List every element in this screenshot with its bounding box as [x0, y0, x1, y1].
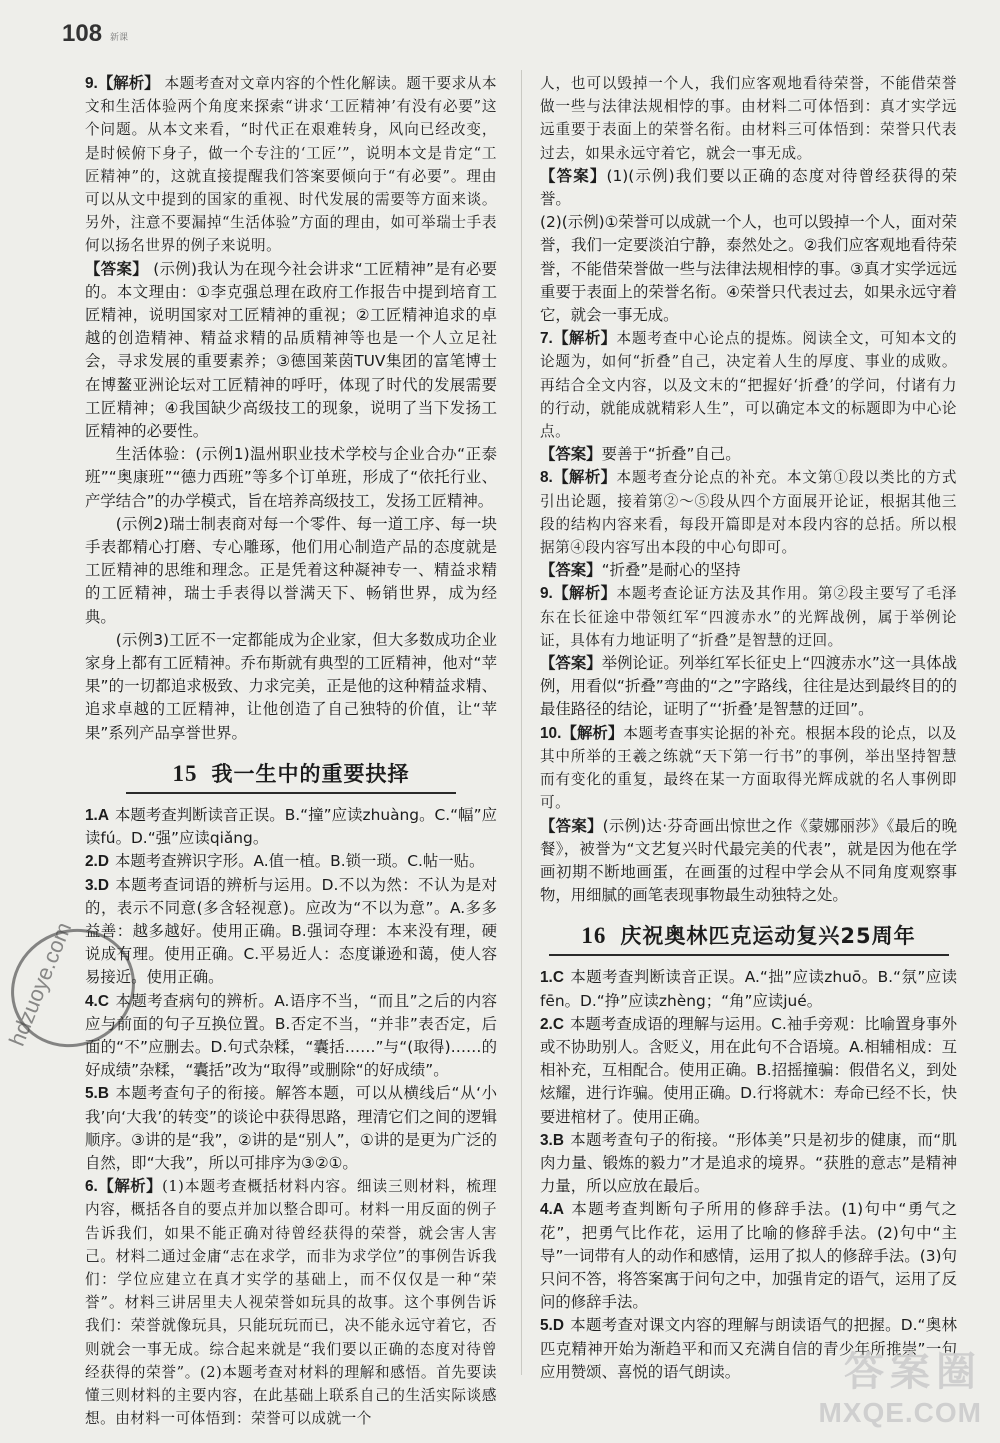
answer-choice: 1.A	[85, 806, 109, 824]
section-number: 15	[172, 760, 198, 786]
s16-answer-1	[540, 966, 957, 1012]
question-number: 7.	[540, 330, 553, 348]
question-number: 9.	[540, 585, 553, 603]
analysis-text: 本题考查中心论点的提炼。阅读全文，可知本文的论题为，如何“折叠”自己，决定着人生的厚度、事业的成败。再结合全文内容，以及文末的“把握好‘折叠’的学问，付诸有力的行动，就能成就精彩人生”，可以确定本文的标题即为中心论点。	[540, 330, 957, 441]
watermark	[818, 1340, 982, 1429]
s15-analysis-7	[540, 327, 957, 443]
analysis-text: (1)本题考查概括材料内容。细读三则材料，梳理内容，概括各自的要点并加以整合即可。材料一用反面的例子告诉我们，如果不能正确对待曾经获得的荣誉，就会害人害己。材料二通过金庸“志在求学，而非为求学位”的事例告诉我们：学位应建立在真才实学的基础上，而不仅仅是一种“荣誉”。材料三讲居里夫人视荣誉如玩具的故事。这个事例告诉我们：荣誉就像玩具，只能玩玩而已，决不能永远守着它，否则就会一事无成。综合起来就是“我们要以正确的态度对待曾经获得的荣誉”。(2)本题考查对材料的理解和感悟。首先要读懂三则材料的主要内容，在此基础上联系自己的生活实际谈感想。由材料一可体悟到：荣誉可以成就一个	[85, 1178, 497, 1428]
s15-answer-9	[540, 652, 957, 722]
section-16-title	[540, 921, 957, 956]
question-number: 10.	[540, 724, 562, 742]
q9-analysis	[85, 72, 497, 258]
page-number: 108	[62, 20, 103, 47]
answer-explanation: 本题考查判断句子所用的修辞手法。(1)句中“勇气之花”，把勇气比作花，运用了比喻的修辞手法。(2)句中“主导”一词带有人的动作和感情，运用了拟人的修辞手法。(3)句只问不答，将答案寓于问句之中，加强肯定的语气，运用了反问的修辞手法。	[540, 1200, 957, 1312]
answer-text: (1)(示例)我们要以正确的态度对待曾经获得的荣誉。	[540, 166, 957, 209]
answer-tag: 【答案】	[540, 166, 607, 185]
section-number: 16	[581, 923, 607, 949]
s15-answer-4	[85, 990, 497, 1083]
watermark-url: MXQE.COM	[818, 1397, 982, 1428]
s15-analysis-9	[540, 582, 957, 652]
analysis-tag: 【解析】	[552, 584, 617, 603]
s15-answer-5	[85, 1082, 497, 1175]
s15-answer-6-part2: (2)(示例)①荣誉可以成就一个人，也可以毁掉一个人，面对荣誉，我们一定要淡泊宁静，泰然处之。②我们应客观地看待荣誉，不能借荣誉做一些与法律法规相悖的事。③真才实学远远重要于表面上的荣誉名衔。④荣誉只代表过去，如果永远守着它，就会一事无成。	[540, 213, 957, 325]
analysis-text: 本题考查事实论据的补充。根据本段的论点，以及其中所举的王羲之练就“天下第一行书”的事例，举出坚持智慧而有变化的重复，最终在某一方面取得光辉成就的名人事例即可。	[540, 724, 957, 812]
s16-answer-3	[540, 1129, 957, 1199]
answer-explanation: 本题考查判断读音正误。B.“撞”应读zhuàng。C.“幅”应读fú。D.“强”应读qiǎng。	[85, 805, 497, 848]
question-number: 9.	[85, 75, 98, 92]
answer-choice: 3.B	[540, 1131, 564, 1149]
stamp-url-text: hdzuoye.com	[4, 918, 77, 1050]
answer-choice: 3.D	[85, 876, 109, 894]
answer-choice: 5.D	[540, 1317, 564, 1335]
answer-text: 要善于“折叠”自己。	[601, 445, 741, 464]
answer-text: (示例)达·芬奇画出惊世之作《蒙娜丽莎》《最后的晚餐》，被誉为“文艺复兴时代最完美的代表”，就是因为他在学画初期不断地画蛋，在画蛋的过程中学会从不同角度观察事物，用细腻的画笔表现事物最生动独特之处。	[540, 816, 957, 905]
s15-analysis-6-continued: 人，也可以毁掉一个人，我们应客观地看待荣誉，不能借荣誉做一些与法律法规相悖的事。由材料二可体悟到：真才实学远远重要于表面上的荣誉名衔。由材料三可体悟到：荣誉只代表过去，如果永远守着它，就会一事无成。	[540, 75, 957, 162]
s15-answer-7	[540, 443, 957, 466]
s15-analysis-8	[540, 466, 957, 559]
analysis-text: 本题考查对文章内容的个性化解读。题干要求从本文和生活体验两个角度来探索“讲求‘工匠精神’有没有必要”这个问题。从本文来看，“时代正在艰难转身，风向已经改变，是时候俯下身子，做一个专注的‘工匠’”，说明本文是肯定“工匠精神”的，这就直接提醒我们答案要倾向于“有必要”。理由可以从文中提到的国家的重视、时代发展的需要等方面来谈。另外，注意不要漏掉“生活体验”方面的理由，如可举瑞士手表何以扬名世界的例子来说明。	[85, 75, 497, 255]
s15-answer-2	[85, 850, 497, 873]
watermark-logo-text: 答案圈	[844, 1350, 982, 1394]
question-number: 6.	[85, 1178, 98, 1196]
left-column	[85, 72, 497, 1430]
answer-explanation: 本题考查对课文内容的理解与朗读语气的把握。D.“奥林匹克精神开始为渐趋平和而又充满自信的青少年所推崇”一句应用赞颂、喜悦的语气朗读。	[540, 1316, 957, 1381]
analysis-tag: 【解析】	[552, 468, 617, 487]
s15-answer-3	[85, 874, 497, 990]
right-column	[540, 72, 957, 1384]
answer-choice: 1.C	[540, 969, 564, 987]
analysis-tag: 【解析】	[552, 329, 617, 348]
answer-tag: 【答案】	[540, 445, 602, 464]
title-underline	[549, 954, 949, 956]
column-divider	[521, 70, 522, 1375]
analysis-text: 本题考查论证方法及其作用。第②段主要写了毛泽东在长征途中带领红军“四渡赤水”的光辉战例，属于举例论证，具体有力地证明了“折叠”是智慧的迂回。	[540, 585, 957, 649]
answer-tag: 【答案】	[540, 816, 603, 835]
title-underline	[126, 792, 456, 794]
answer-tag: 【答案】	[540, 654, 602, 673]
answer-explanation: 本题考查句子的衔接。解答本题，可以从横线后“从‘小我’向‘大我’的转变”的谈论中获得思路，理清它们之间的逻辑顺序。③讲的是“我”，②讲的是“别人”，①讲的是更为广泛的自然，即“大我”，所以可排序为③②①。	[85, 1084, 497, 1172]
answer-explanation: 本题考查病句的辨析。A.语序不当，“而且”之后的内容应与前面的句子互换位置。B.否定不当，“并非”表否定，后面的“不”应删去。D.句式杂糅，“囊括……”与“(取得)……的好成绩”杂糅，“囊括”改为“取得”或删除“的好成绩”。	[85, 991, 497, 1080]
answer-choice: 4.C	[85, 992, 109, 1010]
analysis-text: 本题考查分论点的补充。本文第①段以类比的方式引出论题，接着第②～⑤段从四个方面展开论证，根据其他三段的结构内容来看，每段开篇即是对本段内容的总括。所以根据第④段内容写出本段的中心句即可。	[540, 469, 957, 557]
answer-choice: 5.B	[85, 1085, 109, 1103]
analysis-tag: 【解析】	[97, 1177, 163, 1196]
s15-answer-8	[540, 559, 957, 582]
answer-choice: 2.D	[85, 853, 109, 871]
s15-answer-10	[540, 815, 957, 908]
s15-answer-1	[85, 804, 497, 850]
section-title-text: 庆祝奥林匹克运动复兴25周年	[620, 924, 916, 949]
answer-explanation: 本题考查判断读音正误。A.“拙”应读zhuō。B.“氛”应读fēn。D.“挣”应读zhèng；“角”应读jué。	[540, 968, 957, 1010]
s15-answer-6	[85, 1175, 497, 1430]
answer-text: (示例)我认为在现今社会讲求“工匠精神”是有必要的。本文理由：①李克强总理在政府工作报告中提到培育工匠精神，说明国家对工匠精神的重视；②工匠精神追求的卓越的创造精神、精益求精的品质精神等也是一个人立足社会，寻求发展的重要素养；③德国莱茵TUV集团的富笔博士在博鳌亚洲论坛对工匠精神的呼吁，体现了时代的发展需要工匠精神；④我国缺少高级技工的现象，说明了当下发扬工匠精神的必要性。	[85, 259, 497, 441]
page-mark: 新课	[110, 33, 129, 43]
answer-explanation: 本题考查句子的衔接。“形体美”只是初步的健康，而“肌肉力量、锻炼的毅力”才是追求的境界。“获胜的意志”是精神力量，所以应放在最后。	[540, 1130, 957, 1196]
answer-choice: 2.C	[540, 1015, 564, 1033]
s16-answer-4	[540, 1198, 957, 1314]
answer-explanation: 本题考查成语的理解与运用。C.袖手旁观：比喻置身事外或不协助别人。含贬义，用在此句不合语境。A.相辅相成：互相补充，互相配合。使用正确。B.招摇撞骗：假借名义，到处炫耀，进行诈骗。使用正确。D.行将就木：寿命已经不长，快要进棺材了。使用正确。	[540, 1014, 957, 1126]
section-title-text: 我一生中的重要抉择	[211, 761, 410, 786]
life-example-3: (示例3)工匠不一定都能成为企业家，但大多数成功企业家身上都有工匠精神。乔布斯就有典型的工匠精神，他对“苹果”的一切都追求极致、力求完美，正是他的这种精益求精、追求卓越的工匠精神，让他创造了自己独特的价值，让“苹果”系列产品享誉世界。	[85, 630, 497, 742]
s16-answer-2	[540, 1013, 957, 1129]
answer-explanation: 本题考查辨识字形。A.值一植。B.锁一琐。C.帖一贴。	[114, 852, 485, 871]
section-15-title	[85, 759, 497, 794]
answer-text: 举例论证。列举红军长征史上“四渡赤水”这一具体战例，用看似“折叠”弯曲的“之”字路线，往往是达到最终目的的最佳路径的结论，证明了“‘折叠’是智慧的迂回”。	[540, 654, 957, 719]
answer-text: “折叠”是耐心的坚持	[601, 561, 741, 580]
s15-analysis-10	[540, 722, 957, 815]
life-example-1: 生活体验：(示例1)温州职业技术学校与企业合办“正泰班”“奥康班”“德力西班”等多个订单班，形成了“依托行业、产学结合”的办学模式，旨在培养高级技工，发扬工匠精神。	[85, 445, 497, 510]
question-number: 8.	[540, 469, 553, 487]
q9-answer	[85, 258, 497, 444]
answer-explanation: 本题考查词语的辨析与运用。D.不以为然：不认为是对的，表示不同意(多含轻视意)。应改为“不以为意”。A.多多益善：越多越好。使用正确。B.强词夺理：本来没有理，硬说成有理。使用正确。C.平易近人：态度谦逊和蔼，使人容易接近。使用正确。	[85, 875, 497, 987]
analysis-tag: 【解析】	[561, 723, 624, 742]
answer-tag: 【答案】	[540, 561, 602, 580]
answer-tag: 【答案】	[85, 259, 148, 278]
s15-answer-6	[540, 165, 957, 211]
life-example-2: (示例2)瑞士制表商对每一个零件、每一道工序、每一块手表都精心打磨、专心雕琢，他们用心制造产品的态度就是工匠精神的思维和理念。正是凭着这种凝神专一、精益求精的工匠精神，瑞士手表得以誉满天下、畅销世界，成为经典。	[85, 514, 497, 626]
analysis-tag: 【解析】	[97, 74, 160, 92]
answer-choice: 4.A	[540, 1201, 564, 1219]
